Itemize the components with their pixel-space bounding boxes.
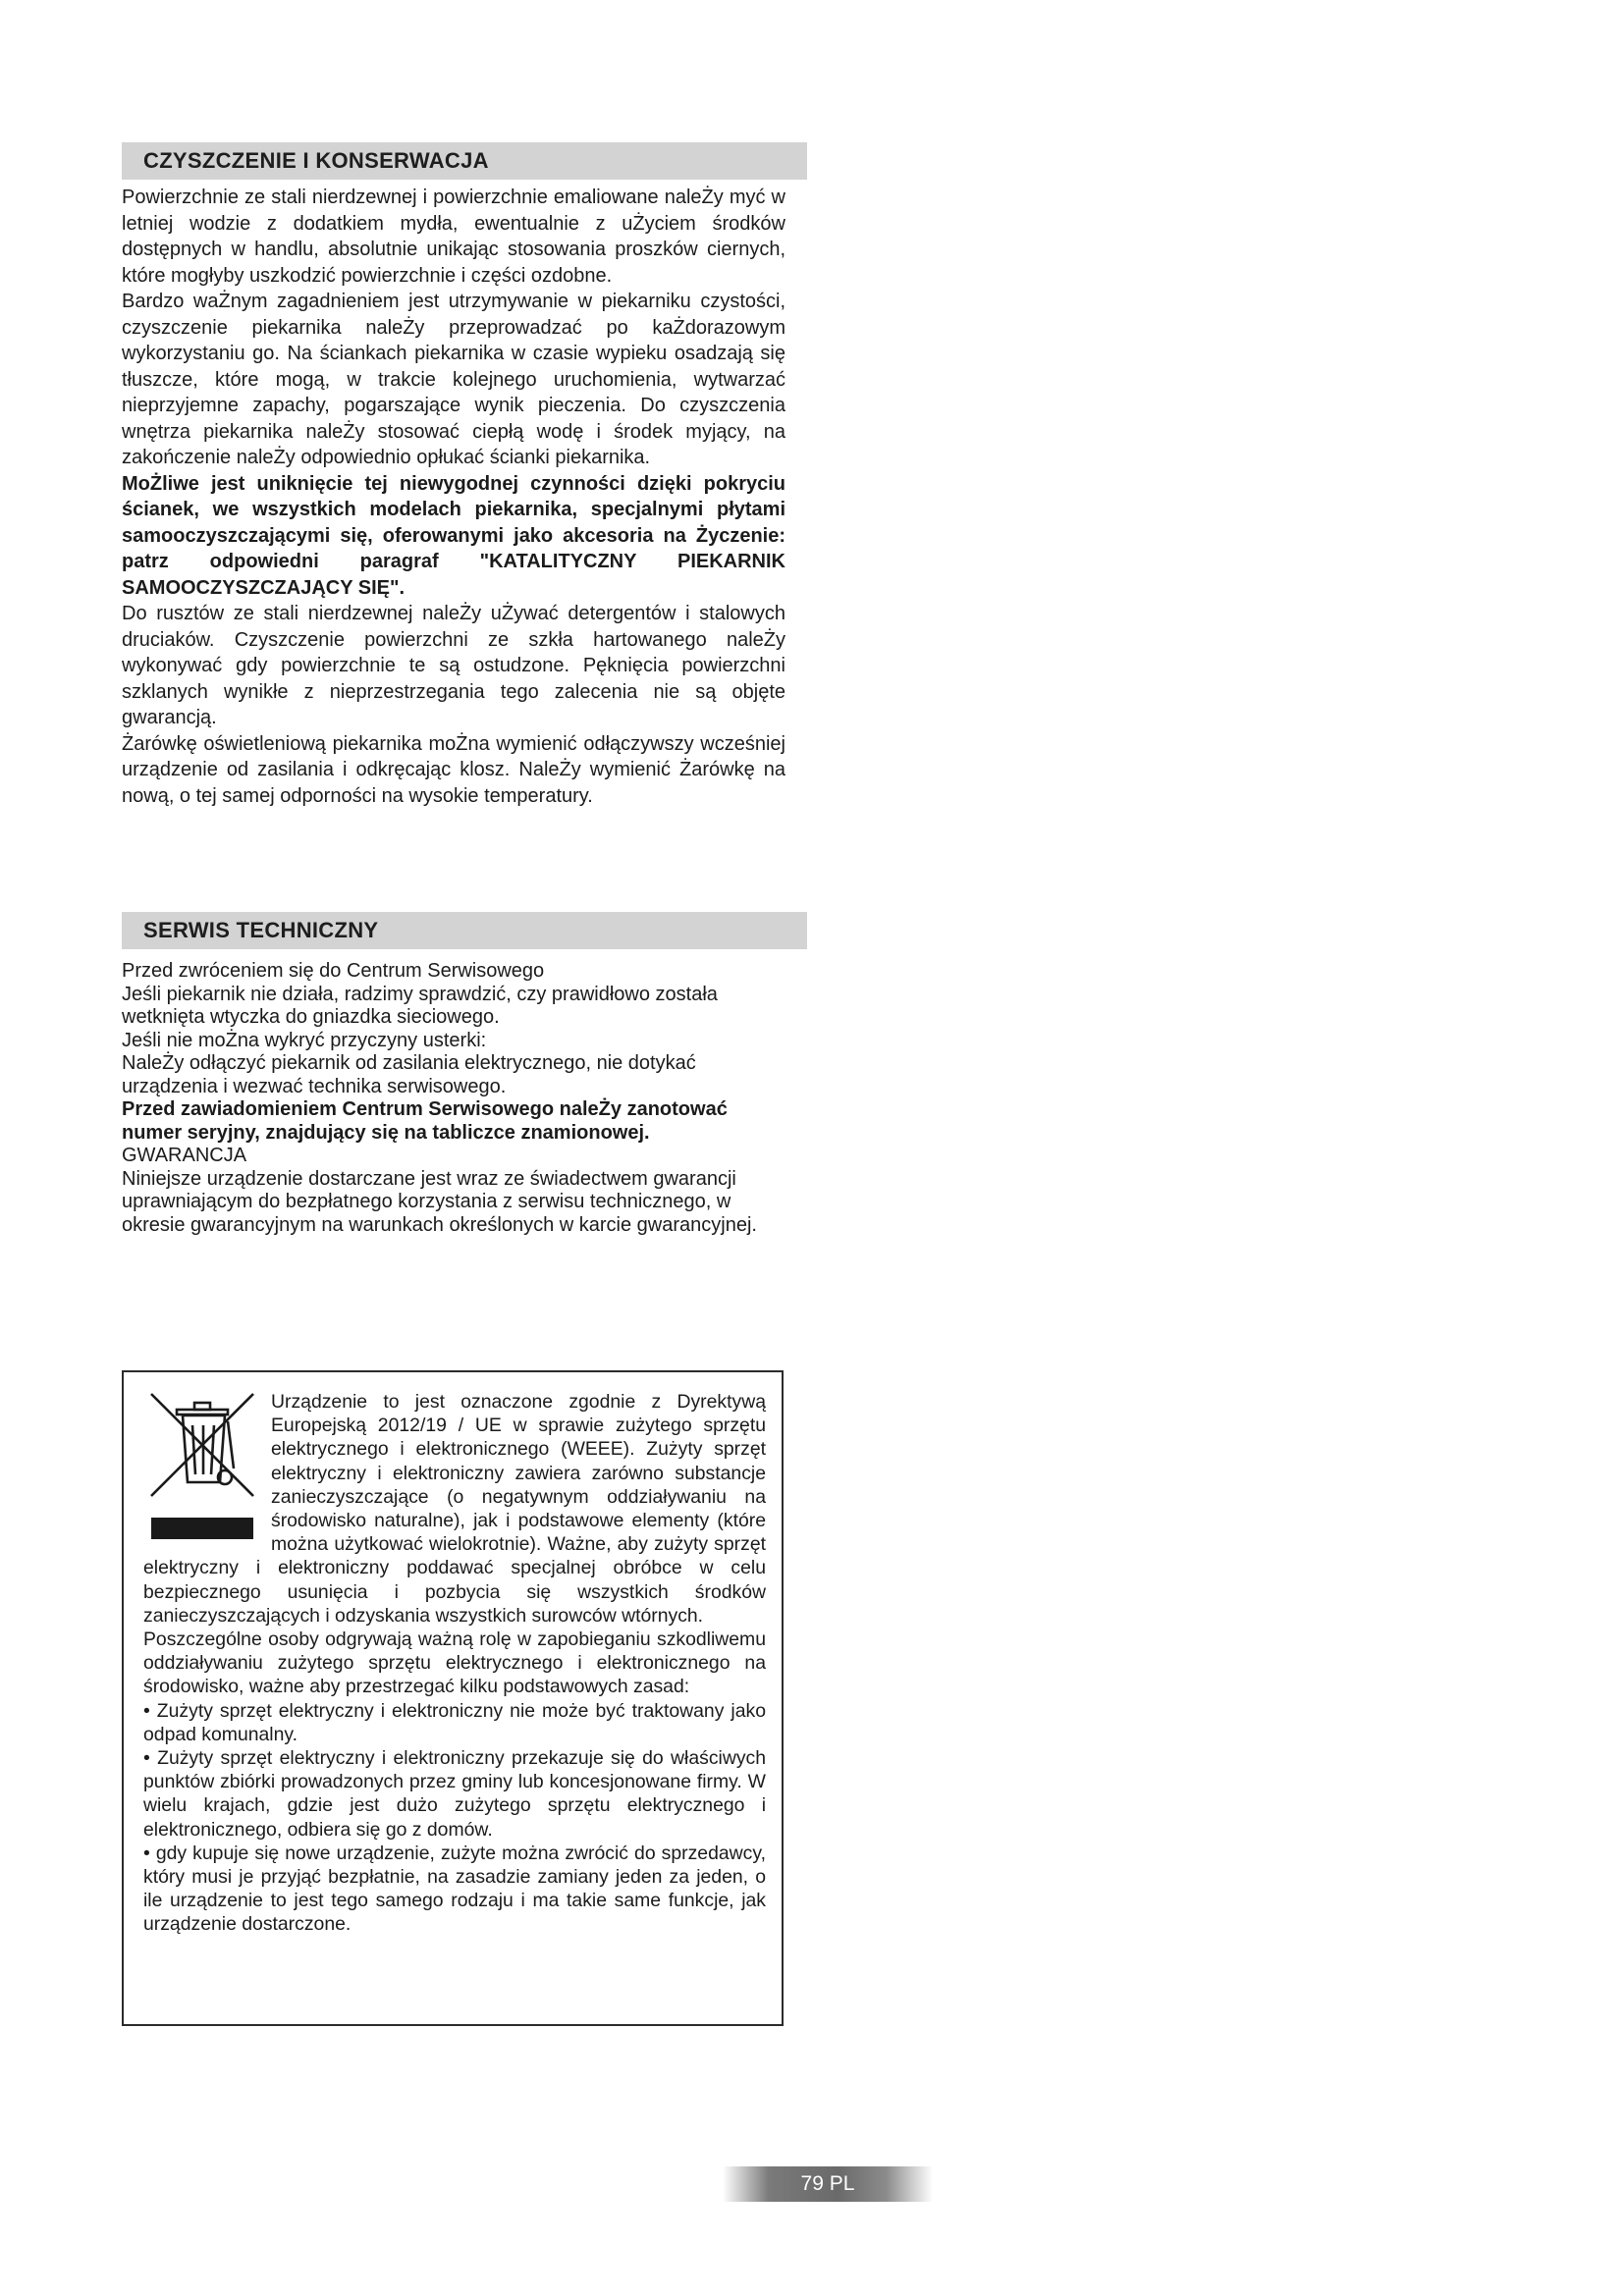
service-line: NaleŻy odłączyć piekarnik od zasilania elektrycznego, nie dotykać urządzenia i wezwać technika serwisowego. <box>122 1052 696 1097</box>
cleaning-paragraph: Żarówkę oświetleniową piekarnika moŻna wymienić odłączywszy wcześniej urządzenie od zasilania i odkręcając klosz. NaleŻy wymienić Żarówkę na nową, o tej samej odporności na wysokie temperatury. <box>122 732 785 807</box>
service-line: Przed zwróceniem się do Centrum Serwisowego <box>122 960 545 982</box>
cleaning-section-body <box>122 185 785 809</box>
weee-bullet: • gdy kupuje się nowe urządzenie, zużyte można zwrócić do sprzedawcy, który musi je przyjąć bezpłatnie, na zasadzie zamiany jeden za jeden, o ile urządzenie to jest tego samego rodzaju i ma takie same funkcje, jak urządzenie dostarczone. <box>143 1842 766 1936</box>
crossed-out-wheelie-bin-icon <box>143 1386 261 1548</box>
service-bold-line: Przed zawiadomieniem Centrum Serwisowego naleŻy zanotować numer seryjny, znajdujący się na tabliczce znamionowej. <box>122 1098 728 1144</box>
service-line: Jeśli nie moŻna wykryć przyczyny usterki: <box>122 1029 487 1051</box>
cleaning-paragraph: Bardzo waŻnym zagadnieniem jest utrzymywanie w piekarniku czystości, czyszczenie piekarnika naleŻy przeprowadzać po kaŻdorazowym wykorzystaniu go. Na ściankach piekarnika w czasie wypieku osadzają się tłuszcze, które mogą, w trakcie kolejnego uruchomienia, wytwarzać nieprzyjemne zapachy, pogarszające wynik pieczenia. Do czyszczenia wnętrza piekarnika naleŻy stosować ciepłą wodę i środek myjący, na zakończenie naleŻy odpowiednio opłukać ścianki piekarnika. <box>122 291 785 468</box>
weee-notice-box <box>122 1370 784 2026</box>
page-number-label: 79 PL <box>800 2172 855 2195</box>
weee-paragraph: Poszczególne osoby odgrywają ważną rolę w zapobieganiu szkodliwemu oddziaływaniu zużytego sprzętu elektrycznego i elektronicznego na środowisko, ważne aby przestrzegać kilku podstawowych zasad: <box>143 1629 766 1698</box>
weee-paragraph: Urządzenie to jest oznaczone zgodnie z Dyrektywą Europejską 2012/19 / UE w sprawie zużytego sprzętu elektrycznego i elektronicznego (WEEE). Zużyty sprzęt elektryczny i elektroniczny zawiera zarówno substancje zanieczyszczające (o negatywnym oddziaływaniu na środowisko naturalne), jak i podstawowe elementy (które można użytkować wielokrotnie). Ważne, aby zużyty sprzęt elektryczny i elektroniczny poddawać specjalnej obróbce w celu bezpiecznego usunięcia i pozbycia się wszystkich środków zanieczyszczających i odzyskania wszystkich surowców wtórnych. <box>143 1391 766 1627</box>
service-line: Jeśli piekarnik nie działa, radzimy sprawdzić, czy prawidłowo została wetknięta wtyczka do gniazdka sieciowego. <box>122 983 718 1028</box>
warranty-text: Niniejsze urządzenie dostarczane jest wraz ze świadectwem gwarancji uprawniającym do bezpłatnego korzystania z serwisu technicznego, w okresie gwarancyjnym na warunkach określonych w karcie gwarancyjnej. <box>122 1167 757 1236</box>
page-number-badge <box>723 2166 933 2202</box>
weee-bullet: • Zużyty sprzęt elektryczny i elektroniczny nie może być traktowany jako odpad komunalny. <box>143 1699 766 1745</box>
cleaning-section-title: CZYSZCZENIE I KONSERWACJA <box>143 148 489 173</box>
cleaning-bold-paragraph: MoŻliwe jest uniknięcie tej niewygodnej czynności dzięki pokryciu ścianek, we wszystkich modelach piekarnika, specjalnymi płytami samooczyszczającymi się, oferowanymi jako akcesoria na Życzenie: patrz odpowiedni paragraf "KATALITYCZNY PIEKARNIK SAMOOCZYSZCZAJĄCY SIĘ". <box>122 472 785 599</box>
cleaning-paragraph: Powierzchnie ze stali nierdzewnej i powierzchnie emaliowane naleŻy myć w letniej wodzie z dodatkiem mydła, ewentualnie z uŻyciem środków dostępnych w handlu, absolutnie unikając stosowania proszków ciernych, które mogłyby uszkodzić powierzchnie i części ozdobne. <box>122 187 785 287</box>
cleaning-paragraph: Do rusztów ze stali nierdzewnej naleŻy uŻywać detergentów i stalowych druciaków. Czyszczenie powierzchni ze szkła hartowanego naleŻy wykonywać gdy powierzchnie te są ostudzone. Pęknięcia powierzchni szklanych wynikłe z nieprzestrzegania tego zalecenia nie są objęte gwarancją. <box>122 603 785 728</box>
service-section-body <box>122 960 785 1237</box>
service-section-title: SERWIS TECHNICZNY <box>143 918 379 942</box>
cleaning-section-header <box>122 142 807 180</box>
weee-bullet: • Zużyty sprzęt elektryczny i elektroniczny przekazuje się do właściwych punktów zbiórki prowadzonych przez gminy lub koncesjonowane firmy. W wielu krajach, gdzie jest dużo zużytego sprzętu elektrycznego i elektronicznego, odbiera się go z domów. <box>143 1747 766 1841</box>
service-section-header <box>122 912 807 949</box>
warranty-heading: GWARANCJA <box>122 1145 247 1166</box>
